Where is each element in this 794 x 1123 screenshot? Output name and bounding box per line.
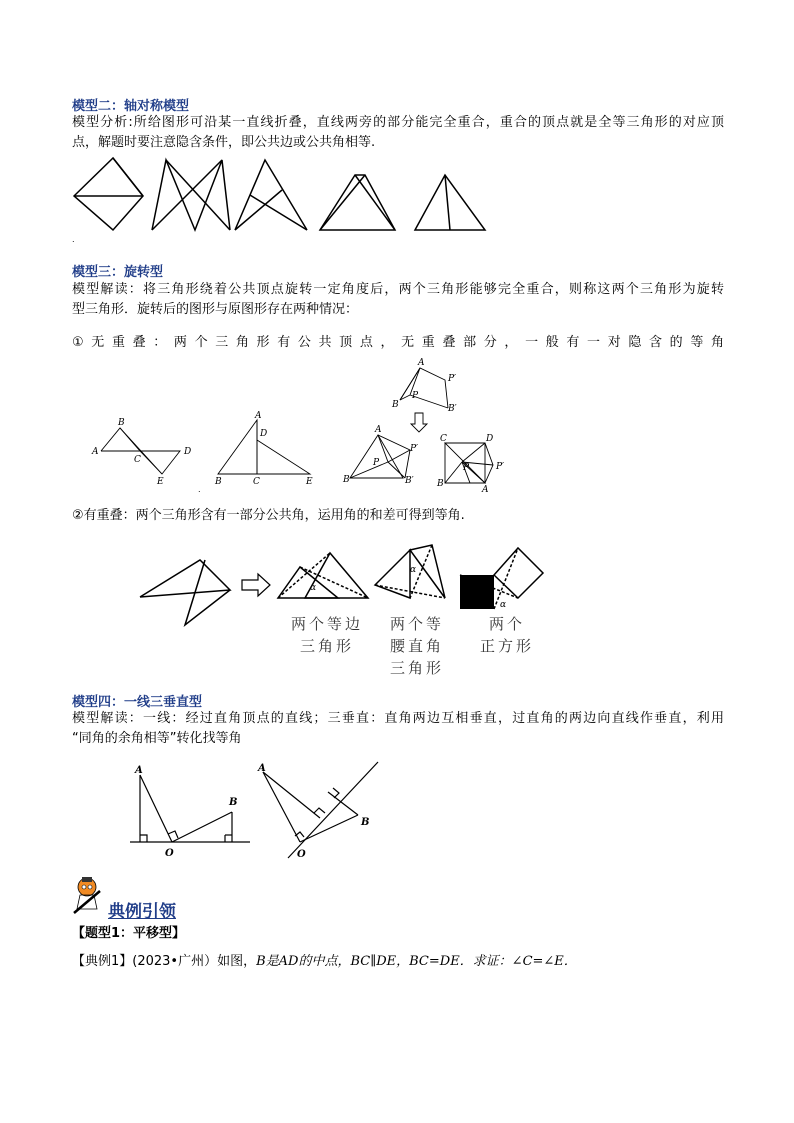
caption-line: 两个 [488,615,525,633]
label-alpha: α [310,583,317,593]
model2-title: 模型二：轴对称模型 [72,99,190,114]
label-P: P [412,391,419,401]
example-1 [72,952,577,972]
label-A: A [135,765,143,776]
label-P: P [373,458,380,468]
label-B: B [215,477,222,487]
problem-type: 【题型1：平移型】 [72,926,186,941]
model3-desc-line2: 型三角形．旋转后的图形与原图形存在两种情况： [72,302,359,317]
label-E: E [306,477,313,487]
label-alpha: α [500,600,507,610]
label-B: B [392,400,399,410]
label-A: A [375,425,382,435]
label-B: B [229,797,238,808]
example-statement: B是AD的中点，BC∥DE，BC=DE．求证：∠C=∠E． [256,954,577,969]
label-B: B [437,479,444,489]
label-Bprime: B′ [405,476,414,486]
label-Pprime: P′ [410,444,419,454]
label-alpha: α [410,565,417,575]
model3-case2: ②有重叠：两个三角形含有一部分公共角，运用角的和差可得到等角. [72,508,465,523]
model2-desc-line1: 模型分析:所给图形可沿某一直线折叠，直线两旁的部分能完全重合，重合的顶点就是全等三角形的对应顶 [72,115,724,130]
model2-desc-line2: 点，解题时要注意隐含条件，即公共边或公共角相等. [72,135,376,150]
model4-title: 模型四：一线三垂直型 [72,695,203,710]
pencil-mascot-icon [72,873,106,915]
label-A: A [258,763,266,774]
label-P: P [463,463,470,473]
label-O: O [165,848,174,859]
caption-line: 两个等边 [290,615,363,633]
model3-case1: ①无重叠：两个三角形有公共顶点，无重叠部分，一般有一对隐含的等角 [72,335,724,350]
label-D: D [486,434,494,444]
label-C: C [440,434,447,444]
caption-line: 腰直角 [389,637,444,655]
label-C: C [253,477,260,487]
label-Bprime: B′ [448,404,457,414]
model4-desc-line2: “同角的余角相等”转化找等角 [72,731,242,746]
label-B: B [118,418,125,428]
caption-line: 正方形 [479,637,534,655]
label-O: O [297,849,306,860]
label-Pprime: P′ [496,462,505,472]
label-D: D [184,447,192,457]
svg-text:.: . [72,235,75,244]
label-D: D [260,429,268,439]
example-prefix: 【典例1】(2023•广州）如图， [72,954,257,969]
caption-line: 两个等 [389,615,444,633]
caption-line: 三角形 [389,659,444,677]
label-C: C [134,455,141,465]
model3-desc-line1: 模型解读：将三角形绕着公共顶点旋转一定角度后，两个三角形能够完全重合，则称这两个三角形为旋转 [72,282,724,297]
label-A: A [92,447,99,457]
section-title: 典例引领 [108,902,176,922]
model3-title: 模型三：旋转型 [72,265,164,280]
caption-line: 三角形 [299,637,354,655]
svg-text:.: . [198,485,201,494]
label-A: A [418,358,425,368]
label-E: E [157,477,164,487]
label-B: B [361,817,370,828]
label-B: B [343,475,350,485]
label-Pprime: P′ [448,374,457,384]
model4-desc-line1: 模型解读：一线：经过直角顶点的直线；三垂直：直角两边互相垂直，过直角的两边向直线作垂直，利用 [72,711,724,726]
label-A: A [255,411,262,421]
label-A: A [482,485,489,495]
